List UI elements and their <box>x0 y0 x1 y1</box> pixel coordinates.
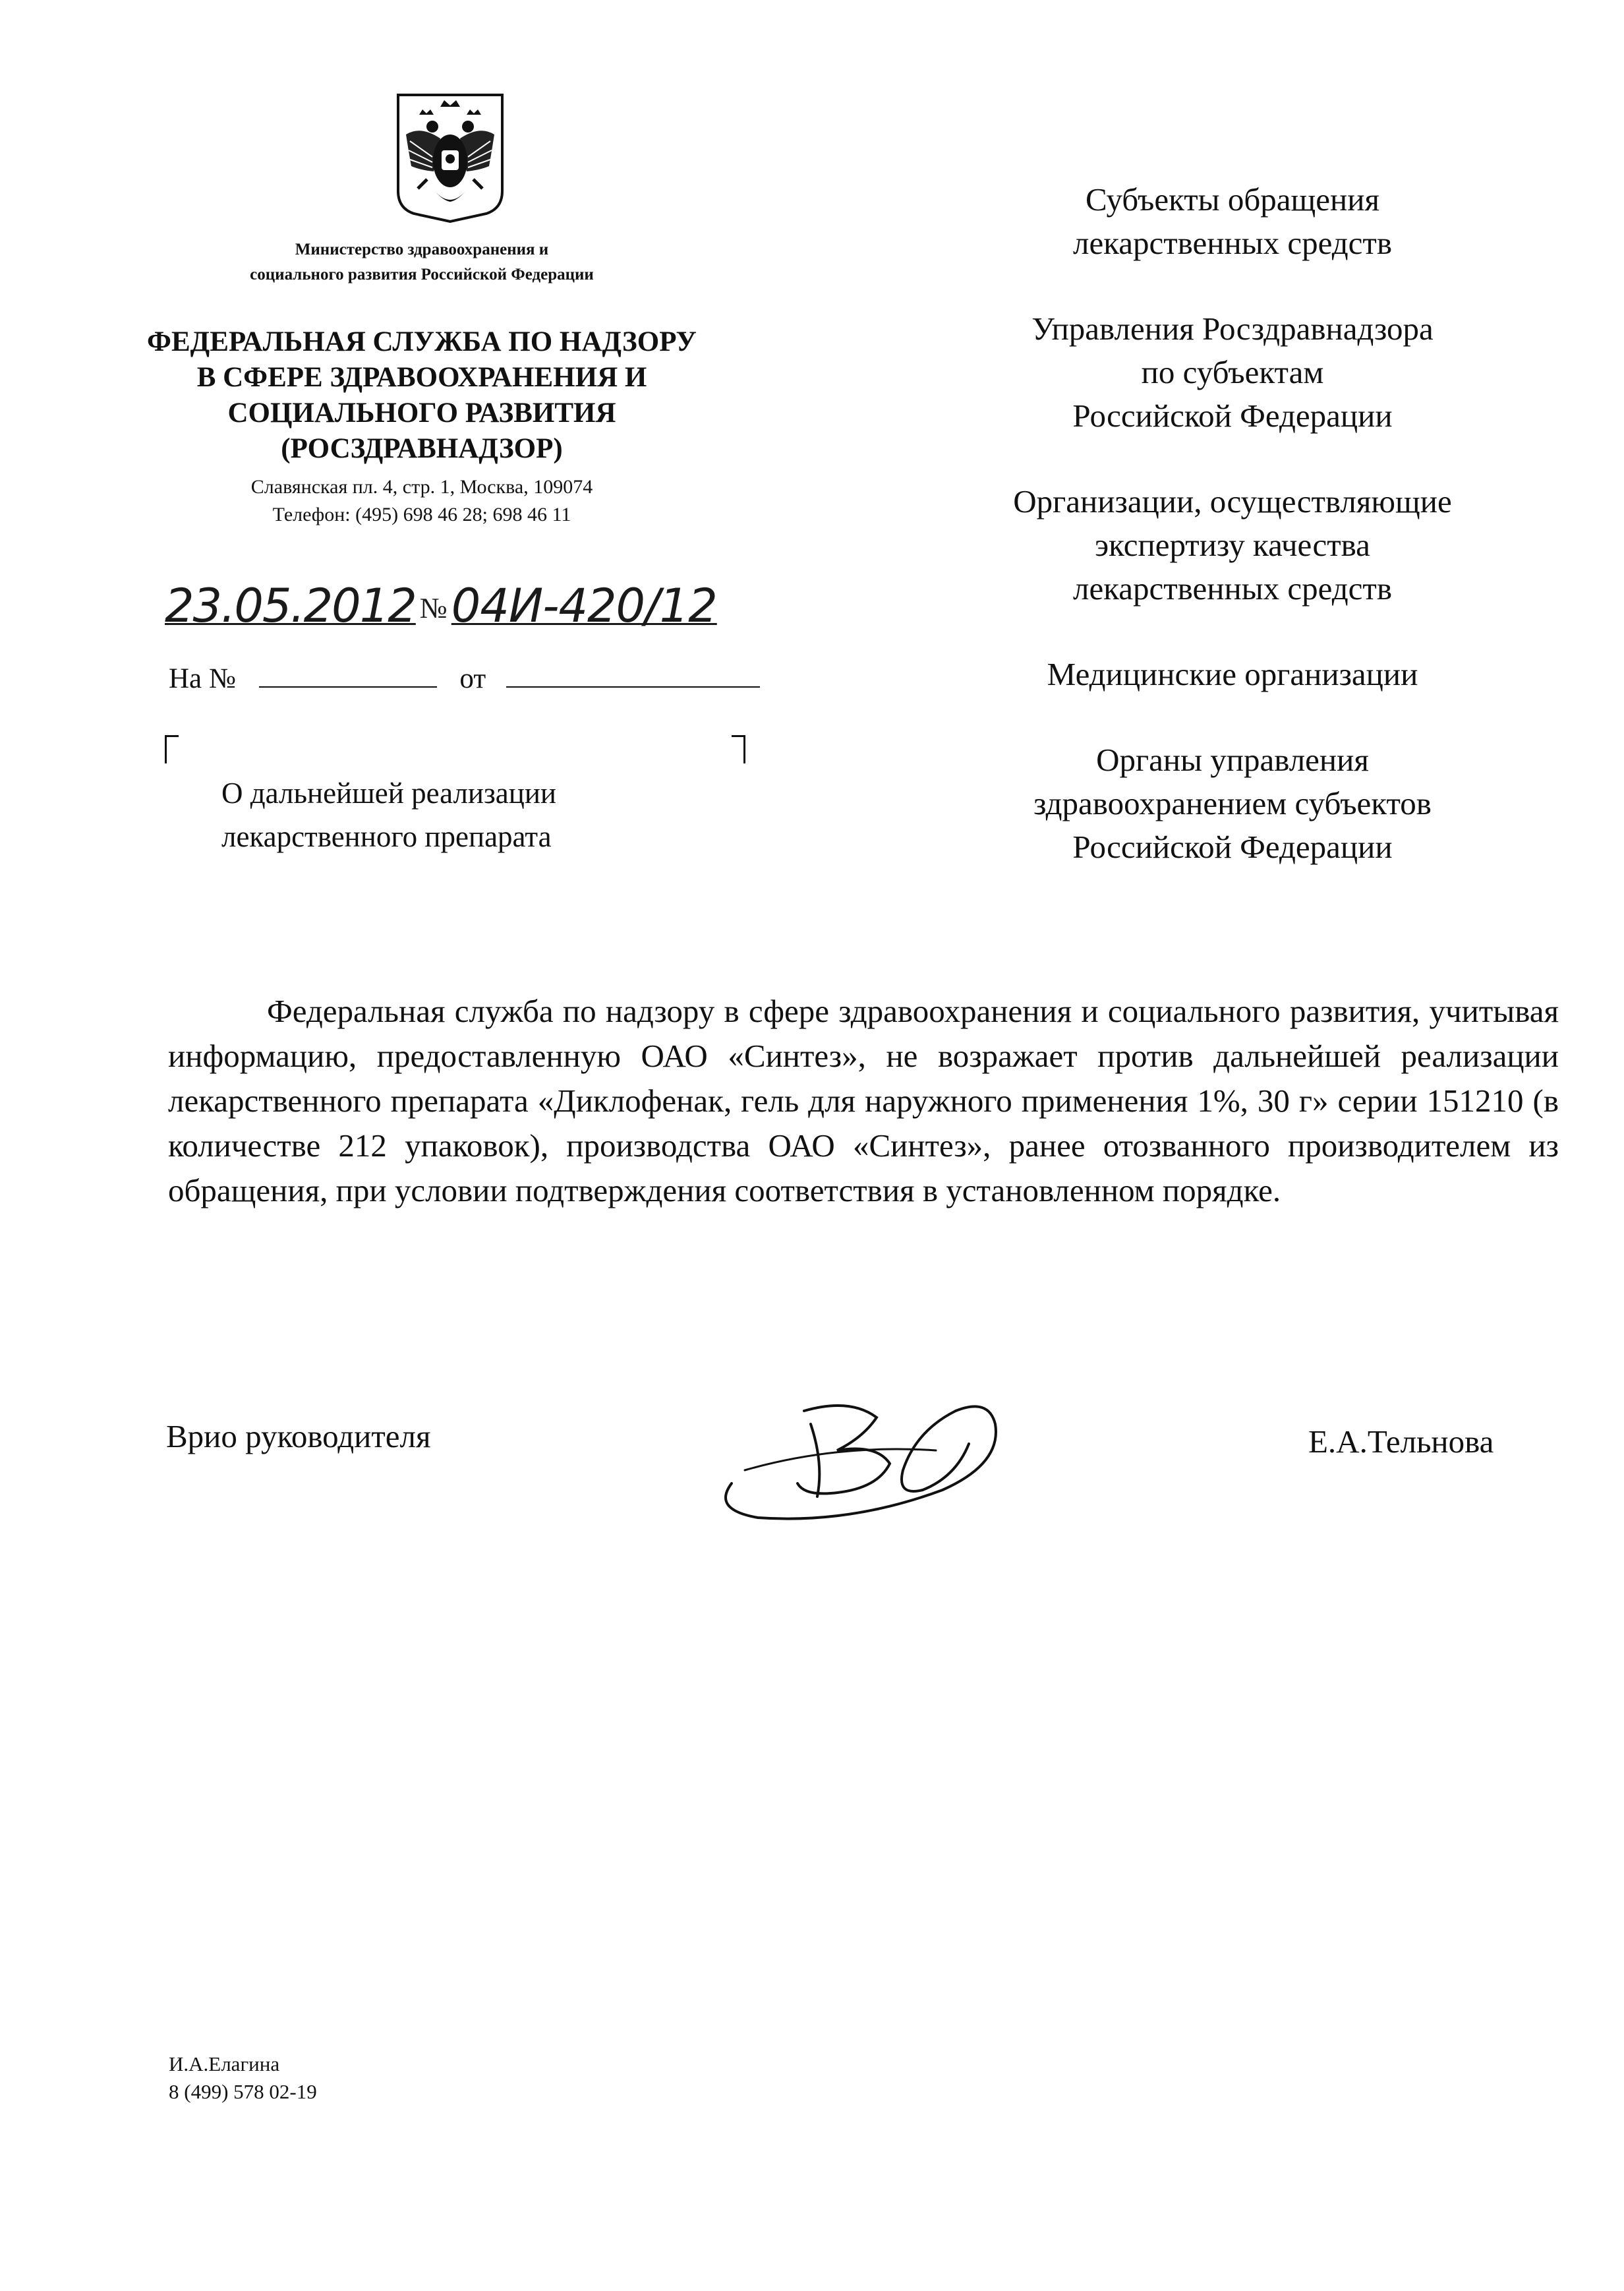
russian-coat-of-arms-icon <box>394 92 506 223</box>
registration-number-label: № <box>419 592 448 624</box>
addressee-line: Органы управления <box>1096 742 1369 778</box>
addressee-line: Субъекты обращения <box>1085 181 1379 218</box>
reference-number-blank <box>259 664 437 688</box>
addressee-group <box>936 307 1529 438</box>
addressee-line: лекарственных средств <box>1073 225 1392 261</box>
agency-line-2: В СФЕРЕ ЗДРАВООХРАНЕНИЯ И <box>196 362 647 393</box>
addressee-line: Медицинские организации <box>1047 656 1418 692</box>
signer-title: Врио руководителя <box>166 1418 431 1454</box>
ministry-line-2: социального развития Российской Федерации <box>250 266 594 283</box>
reference-date-label: от <box>459 663 486 694</box>
subject-bracket-left <box>165 735 179 763</box>
addressee-line: экспертизу качества <box>1095 527 1370 563</box>
addressee-line: Российской Федерации <box>1072 829 1393 865</box>
ministry-name <box>158 237 685 287</box>
addressee-line: лекарственных средств <box>1073 570 1392 607</box>
subject-line-2: лекарственного препарата <box>221 820 552 853</box>
addressee-line: Управления Росздравнадзора <box>1031 311 1434 347</box>
addressee-line: здравоохранением субъектов <box>1033 785 1432 821</box>
addressee-line: по субъектам <box>1141 354 1324 390</box>
agency-line-1: ФЕДЕРАЛЬНАЯ СЛУЖБА ПО НАДЗОРУ <box>147 326 697 357</box>
addressee-group <box>936 480 1529 610</box>
reference-line <box>169 663 760 695</box>
agency-address <box>158 473 685 529</box>
letter-body: Федеральная служба по надзору в сфере здравоохранения и социального развития, учитывая информацию, предоставленную ОАО «Синтез», не возражает против дальнейшей реализации лекарственного препарата «Диклофенак, гель для наружного применения 1%, 30 г» серии 151210 (в количестве 212 упаковок), производства ОАО «Синтез», ранее отозванного производителем из обращения, при условии подтверждения соответствия в установленном порядке. <box>168 993 1559 1208</box>
agency-name <box>112 324 732 467</box>
ministry-line-1: Министерство здравоохранения и <box>295 241 549 258</box>
reference-date-blank <box>506 664 760 688</box>
addressee-group <box>936 738 1529 869</box>
phone-line: Телефон: (495) 698 46 28; 698 46 11 <box>272 504 571 525</box>
registration-number: 04И-420/12 <box>451 579 717 633</box>
agency-line-3: СОЦИАЛЬНОГО РАЗВИТИЯ <box>227 398 616 429</box>
address-line: Славянская пл. 4, стр. 1, Москва, 109074 <box>250 476 593 498</box>
signer-name: Е.А.Тельнова <box>1308 1423 1494 1460</box>
reference-number-label: На № <box>169 663 236 694</box>
addressees <box>936 178 1529 911</box>
addressee-group <box>936 653 1529 696</box>
agency-line-4: (РОСЗДРАВНАДЗОР) <box>281 433 563 464</box>
executor-phone: 8 (499) 578 02-19 <box>169 2080 317 2103</box>
subject-bracket-right <box>732 735 745 763</box>
executor-info <box>169 2050 317 2106</box>
handwritten-signature <box>705 1371 1022 1530</box>
registration-line <box>165 580 717 633</box>
addressee-group <box>936 178 1529 265</box>
addressee-line: Организации, осуществляющие <box>1013 483 1452 520</box>
executor-name: И.А.Елагина <box>169 2052 280 2075</box>
subject-line-1: О дальнейшей реализации <box>221 777 557 810</box>
letter-subject <box>221 771 749 858</box>
addressee-line: Российской Федерации <box>1072 398 1393 434</box>
registration-date: 23.05.2012 <box>165 579 416 633</box>
